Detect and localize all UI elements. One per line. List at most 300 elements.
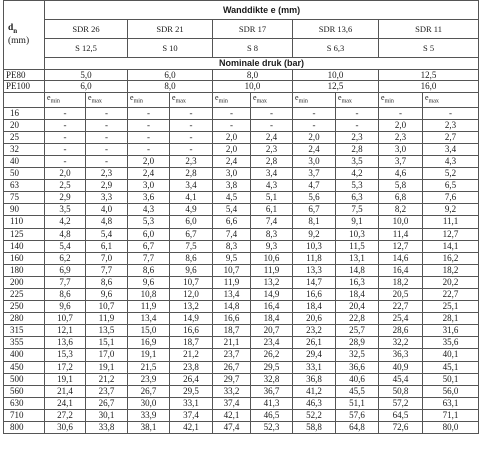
dn-cell: 160 (4, 252, 45, 264)
thickness-cell: 2,3 (379, 131, 423, 143)
thickness-cell: 21,5 (128, 361, 170, 373)
table-row (4, 252, 479, 264)
thickness-cell: 9,2 (293, 228, 336, 240)
thickness-cell: - (45, 119, 86, 131)
thickness-cell: 10,8 (128, 289, 170, 301)
thickness-cell: 16,2 (423, 252, 479, 264)
sdr-21-header: SDR 21 (128, 20, 213, 39)
thickness-cell: 6,9 (45, 264, 86, 276)
thickness-cell: 5,1 (251, 192, 293, 204)
thickness-cell: 6,7 (128, 240, 170, 252)
thickness-cell: 4,0 (86, 204, 128, 216)
thickness-cell: 4,3 (423, 155, 479, 167)
thickness-cell: 72,6 (379, 422, 423, 434)
thickness-cell: 8,6 (86, 276, 128, 288)
dn-cell: 25 (4, 131, 45, 143)
thickness-cell: - (45, 131, 86, 143)
thickness-cell: 15,3 (45, 349, 86, 361)
dn-cell: 250 (4, 301, 45, 313)
thickness-cell: - (128, 131, 170, 143)
s-10-label: S 10 (128, 39, 213, 58)
thickness-cell: 5,3 (336, 180, 379, 192)
thickness-cell: 4,9 (170, 204, 213, 216)
thickness-cell: 27,2 (45, 409, 86, 421)
thickness-cell: 10,7 (45, 313, 86, 325)
thickness-cell: 4,7 (293, 180, 336, 192)
thickness-cell: 35,6 (423, 337, 479, 349)
thickness-cell: 3,0 (213, 168, 251, 180)
thickness-cell: 3,5 (336, 155, 379, 167)
thickness-cell: 33,9 (128, 409, 170, 421)
thickness-cell: - (45, 155, 86, 167)
thickness-cell: 40,1 (423, 349, 479, 361)
thickness-cell: 29,5 (170, 385, 213, 397)
table-row (4, 168, 479, 180)
thickness-cell: 13,6 (45, 337, 86, 349)
thickness-cell: 3,8 (213, 180, 251, 192)
thickness-cell: 11,4 (379, 228, 423, 240)
thickness-cell: - (379, 107, 423, 119)
thickness-cell: 6,2 (45, 252, 86, 264)
thickness-cell: - (170, 131, 213, 143)
dn-unit: (mm) (8, 36, 30, 47)
thickness-cell: 20,2 (423, 276, 479, 288)
thickness-cell: - (293, 107, 336, 119)
thickness-cell: 14,8 (213, 301, 251, 313)
thickness-cell: - (86, 107, 128, 119)
pe100-value: 6,0 (45, 81, 128, 93)
emin-header: $e_{min}$ (293, 92, 336, 107)
dn-cell: 180 (4, 264, 45, 276)
dn-cell: 63 (4, 180, 45, 192)
thickness-cell: 19,1 (128, 349, 170, 361)
thickness-cell: 4,3 (128, 204, 170, 216)
dn-cell: 110 (4, 216, 45, 228)
table-row (4, 204, 479, 216)
thickness-cell: 26,2 (251, 349, 293, 361)
thickness-cell: 7,7 (45, 276, 86, 288)
thickness-cell: 5,4 (86, 228, 128, 240)
emax-header: $e_{max}$ (423, 92, 479, 107)
thickness-cell: 26,7 (128, 385, 170, 397)
thickness-cell: 5,4 (213, 204, 251, 216)
table-row (4, 119, 479, 131)
thickness-cell: 47,4 (213, 422, 251, 434)
thickness-cell: 4,3 (251, 180, 293, 192)
thickness-cell: 12,0 (170, 289, 213, 301)
thickness-cell: 2,9 (86, 180, 128, 192)
thickness-cell: 9,3 (251, 240, 293, 252)
wall-thickness-table (3, 0, 479, 434)
thickness-cell: 2,3 (336, 131, 379, 143)
thickness-cell: 6,1 (86, 240, 128, 252)
thickness-cell: 10,7 (86, 301, 128, 313)
thickness-cell: 11,5 (336, 240, 379, 252)
thickness-cell: 3,0 (293, 155, 336, 167)
thickness-cell: 23,7 (213, 349, 251, 361)
pe80-value: 8,0 (213, 69, 293, 81)
dn-label: $d_n$ (8, 22, 18, 35)
thickness-cell: 18,2 (379, 276, 423, 288)
dn-cell: 75 (4, 192, 45, 204)
thickness-cell: 33,1 (293, 361, 336, 373)
s-6-3-label: S 6,3 (293, 39, 379, 58)
thickness-cell: 7,7 (86, 264, 128, 276)
thickness-cell: 3,7 (293, 168, 336, 180)
thickness-cell: 13,3 (293, 264, 336, 276)
dn-cell: 355 (4, 337, 45, 349)
thickness-cell: 32,8 (251, 373, 293, 385)
thickness-cell: 40,6 (336, 373, 379, 385)
thickness-cell: 30,0 (128, 397, 170, 409)
pe80-label: PE80 (4, 69, 45, 81)
table-row (4, 216, 479, 228)
thickness-cell: 10,7 (170, 276, 213, 288)
thickness-cell: 3,7 (379, 155, 423, 167)
thickness-cell: 3,3 (86, 192, 128, 204)
thickness-cell: 52,2 (293, 409, 336, 421)
thickness-cell: 5,4 (45, 240, 86, 252)
thickness-cell: - (336, 107, 379, 119)
thickness-cell: 45,4 (379, 373, 423, 385)
thickness-cell: 2,4 (128, 168, 170, 180)
pe100-label: PE100 (4, 81, 45, 93)
thickness-cell: 2,0 (128, 155, 170, 167)
thickness-cell: 6,6 (213, 216, 251, 228)
thickness-cell: 2,8 (336, 143, 379, 155)
table-row (4, 240, 479, 252)
pe100-value: 16,0 (379, 81, 479, 93)
thickness-cell: 6,3 (336, 192, 379, 204)
thickness-cell: 21,2 (170, 349, 213, 361)
thickness-cell: - (128, 119, 170, 131)
thickness-cell: 14,9 (251, 289, 293, 301)
thickness-cell: 25,1 (423, 301, 479, 313)
thickness-cell: 19,1 (86, 361, 128, 373)
thickness-cell: 11,9 (128, 301, 170, 313)
thickness-cell: 7,7 (128, 252, 170, 264)
thickness-cell: 21,1 (213, 337, 251, 349)
dn-cell: 32 (4, 143, 45, 155)
table-row (4, 349, 479, 361)
thickness-cell: 2,3 (86, 168, 128, 180)
s-12-5-label: S 12,5 (45, 39, 128, 58)
thickness-cell: - (336, 119, 379, 131)
thickness-cell: 37,4 (213, 397, 251, 409)
thickness-cell: 21,2 (86, 373, 128, 385)
thickness-cell: 10,7 (213, 264, 251, 276)
thickness-cell: 4,8 (86, 216, 128, 228)
thickness-cell: 28,9 (336, 337, 379, 349)
thickness-cell: 15,1 (86, 337, 128, 349)
thickness-cell: 6,5 (423, 180, 479, 192)
emin-header: $e_{min}$ (128, 92, 170, 107)
thickness-cell: 10,3 (336, 228, 379, 240)
emax-header: $e_{max}$ (251, 92, 293, 107)
thickness-cell: 16,6 (213, 313, 251, 325)
dn-cell: 16 (4, 107, 45, 119)
thickness-cell: 57,2 (379, 397, 423, 409)
thickness-cell: 41,2 (293, 385, 336, 397)
sdr-17-header: SDR 17 (213, 20, 293, 39)
thickness-cell: 50,8 (379, 385, 423, 397)
table-row (4, 289, 479, 301)
thickness-cell: 28,6 (379, 325, 423, 337)
thickness-cell: 2,0 (213, 131, 251, 143)
thickness-cell: 6,0 (170, 216, 213, 228)
thickness-cell: 26,1 (293, 337, 336, 349)
thickness-cell: 9,5 (213, 252, 251, 264)
thickness-cell: 3,0 (128, 180, 170, 192)
thickness-cell: 52,3 (251, 422, 293, 434)
thickness-cell: 5,6 (293, 192, 336, 204)
thickness-cell: 16,9 (128, 337, 170, 349)
thickness-cell: - (128, 107, 170, 119)
thickness-cell: 3,4 (251, 168, 293, 180)
dn-cell: 40 (4, 155, 45, 167)
thickness-cell: 5,3 (128, 216, 170, 228)
wanddikte-header: Wanddikte e (mm) (45, 1, 479, 20)
thickness-cell: 37,4 (170, 409, 213, 421)
sdr-11-header: SDR 11 (379, 20, 479, 39)
table-row (4, 313, 479, 325)
thickness-cell: 4,8 (45, 228, 86, 240)
thickness-cell: - (170, 107, 213, 119)
thickness-cell: - (86, 119, 128, 131)
thickness-cell: 42,1 (170, 422, 213, 434)
dn-cell: 140 (4, 240, 45, 252)
thickness-cell: - (423, 107, 479, 119)
thickness-cell: 28,1 (423, 313, 479, 325)
thickness-cell: 29,7 (213, 373, 251, 385)
table-row (4, 325, 479, 337)
thickness-cell: 22,8 (336, 313, 379, 325)
thickness-cell: 32,2 (379, 337, 423, 349)
thickness-cell: 7,0 (86, 252, 128, 264)
thickness-cell: 38,1 (128, 422, 170, 434)
thickness-cell: 33,2 (213, 385, 251, 397)
thickness-cell: 4,2 (45, 216, 86, 228)
thickness-cell: 11,8 (293, 252, 336, 264)
thickness-cell: 8,1 (293, 216, 336, 228)
thickness-cell: - (170, 143, 213, 155)
thickness-cell: 9,6 (128, 276, 170, 288)
thickness-cell: 26,7 (213, 361, 251, 373)
thickness-cell: 45,5 (336, 385, 379, 397)
thickness-cell: 64,8 (336, 422, 379, 434)
thickness-cell: 36,7 (251, 385, 293, 397)
table-row (4, 373, 479, 385)
thickness-cell: 13,2 (170, 301, 213, 313)
thickness-cell: 3,5 (45, 204, 86, 216)
thickness-cell: 46,5 (251, 409, 293, 421)
thickness-cell: - (128, 143, 170, 155)
thickness-cell: 10,0 (379, 216, 423, 228)
thickness-cell: 2,0 (45, 168, 86, 180)
thickness-cell: 11,9 (251, 264, 293, 276)
thickness-cell: 29,4 (293, 349, 336, 361)
thickness-cell: 7,4 (213, 228, 251, 240)
nominale-druk-header: Nominale druk (bar) (45, 58, 479, 70)
thickness-cell: 4,1 (170, 192, 213, 204)
dn-cell: 500 (4, 373, 45, 385)
thickness-cell: 7,4 (251, 216, 293, 228)
thickness-cell: 42,1 (213, 409, 251, 421)
thickness-cell: 2,9 (45, 192, 86, 204)
thickness-cell: 33,1 (170, 397, 213, 409)
thickness-cell: 20,6 (293, 313, 336, 325)
table-row (4, 155, 479, 167)
thickness-cell: 2,5 (45, 180, 86, 192)
thickness-cell: - (86, 131, 128, 143)
thickness-cell: 2,4 (213, 155, 251, 167)
thickness-cell: - (251, 107, 293, 119)
dn-cell: 50 (4, 168, 45, 180)
thickness-cell: 3,0 (379, 143, 423, 155)
thickness-cell: 18,4 (293, 301, 336, 313)
pe100-value: 12,5 (293, 81, 379, 93)
thickness-cell: 71,1 (423, 409, 479, 421)
thickness-cell: 24,1 (45, 397, 86, 409)
thickness-cell: 21,4 (45, 385, 86, 397)
thickness-cell: 46,3 (293, 397, 336, 409)
dn-cell: 20 (4, 119, 45, 131)
thickness-cell: 56,0 (423, 385, 479, 397)
thickness-cell: 12,7 (379, 240, 423, 252)
table-row (4, 180, 479, 192)
thickness-cell: 9,6 (45, 301, 86, 313)
table-row (4, 143, 479, 155)
thickness-cell: 3,4 (170, 180, 213, 192)
table-row (4, 385, 479, 397)
thickness-cell: 36,6 (336, 361, 379, 373)
emin-header: $e_{min}$ (379, 92, 423, 107)
thickness-cell: 8,3 (213, 240, 251, 252)
thickness-cell: 18,2 (423, 264, 479, 276)
thickness-cell: 5,2 (423, 168, 479, 180)
s-8-label: S 8 (213, 39, 293, 58)
thickness-cell: 57,6 (336, 409, 379, 421)
thickness-cell: 12,1 (45, 325, 86, 337)
thickness-cell: 7,6 (423, 192, 479, 204)
emin-header: $e_{min}$ (213, 92, 251, 107)
thickness-cell: 11,1 (423, 216, 479, 228)
thickness-cell: 3,6 (128, 192, 170, 204)
thickness-cell: - (213, 119, 251, 131)
dn-cell: 800 (4, 422, 45, 434)
thickness-cell: 7,5 (336, 204, 379, 216)
thickness-cell: 8,6 (45, 289, 86, 301)
dn-header-cell (4, 1, 45, 70)
thickness-cell: 16,4 (379, 264, 423, 276)
thickness-cell: 9,6 (86, 289, 128, 301)
dn-cell: 400 (4, 349, 45, 361)
thickness-cell: 22,7 (379, 301, 423, 313)
emax-header: $e_{max}$ (86, 92, 128, 107)
thickness-cell: 58,8 (293, 422, 336, 434)
thickness-cell: - (293, 119, 336, 131)
thickness-cell: 14,1 (423, 240, 479, 252)
thickness-cell: 31,6 (423, 325, 479, 337)
thickness-cell: - (86, 143, 128, 155)
thickness-cell: 9,2 (423, 204, 479, 216)
table-row (4, 409, 479, 421)
thickness-cell: 23,7 (86, 385, 128, 397)
thickness-cell: 2,7 (423, 131, 479, 143)
emax-header: $e_{max}$ (170, 92, 213, 107)
thickness-cell: 41,3 (251, 397, 293, 409)
thickness-cell: 9,1 (336, 216, 379, 228)
thickness-cell: 17,0 (86, 349, 128, 361)
thickness-cell: 16,6 (293, 289, 336, 301)
thickness-cell: 6,8 (379, 192, 423, 204)
thickness-cell: - (170, 119, 213, 131)
thickness-cell: 11,9 (86, 313, 128, 325)
thickness-cell: 2,8 (170, 168, 213, 180)
thickness-cell: 23,9 (128, 373, 170, 385)
thickness-cell: 19,1 (45, 373, 86, 385)
thickness-cell: 13,4 (213, 289, 251, 301)
thickness-cell: 6,0 (128, 228, 170, 240)
thickness-cell: 8,6 (170, 252, 213, 264)
table-row (4, 422, 479, 434)
dn-cell: 560 (4, 385, 45, 397)
thickness-cell: 25,7 (336, 325, 379, 337)
table-row (4, 276, 479, 288)
thickness-cell: 9,6 (170, 264, 213, 276)
pe100-value: 8,0 (128, 81, 213, 93)
thickness-cell: 14,7 (293, 276, 336, 288)
thickness-cell: 13,1 (336, 252, 379, 264)
thickness-cell: 14,6 (379, 252, 423, 264)
thickness-cell: 14,9 (170, 313, 213, 325)
thickness-cell: 25,4 (379, 313, 423, 325)
thickness-cell: 18,4 (251, 313, 293, 325)
thickness-cell: 5,8 (379, 180, 423, 192)
thickness-cell: 2,4 (251, 131, 293, 143)
sdr-13-6-header: SDR 13,6 (293, 20, 379, 39)
thickness-cell: 13,2 (251, 276, 293, 288)
thickness-cell: 10,3 (293, 240, 336, 252)
sdr-26-header: SDR 26 (45, 20, 128, 39)
emin-emax-row (4, 92, 479, 107)
thickness-cell: 63,1 (423, 397, 479, 409)
thickness-cell: 2,0 (213, 143, 251, 155)
thickness-cell: 2,8 (251, 155, 293, 167)
thickness-cell: 17,2 (45, 361, 86, 373)
thickness-cell: 15,0 (128, 325, 170, 337)
thickness-cell: 33,8 (86, 422, 128, 434)
table-row (4, 228, 479, 240)
thickness-cell: 2,3 (251, 143, 293, 155)
emax-header: $e_{max}$ (336, 92, 379, 107)
thickness-cell: 40,9 (379, 361, 423, 373)
thickness-cell: 26,4 (170, 373, 213, 385)
pe100-value: 10,0 (213, 81, 293, 93)
thickness-cell: 30,1 (86, 409, 128, 421)
table-row (4, 361, 479, 373)
thickness-cell: 13,4 (128, 313, 170, 325)
thickness-cell: 18,7 (213, 325, 251, 337)
dn-cell: 280 (4, 313, 45, 325)
thickness-cell: 29,5 (251, 361, 293, 373)
thickness-cell: 18,4 (336, 289, 379, 301)
thickness-cell: 32,5 (336, 349, 379, 361)
thickness-cell: 23,8 (170, 361, 213, 373)
thickness-cell: 20,5 (379, 289, 423, 301)
thickness-cell: 8,6 (128, 264, 170, 276)
thickness-cell: 2,0 (379, 119, 423, 131)
